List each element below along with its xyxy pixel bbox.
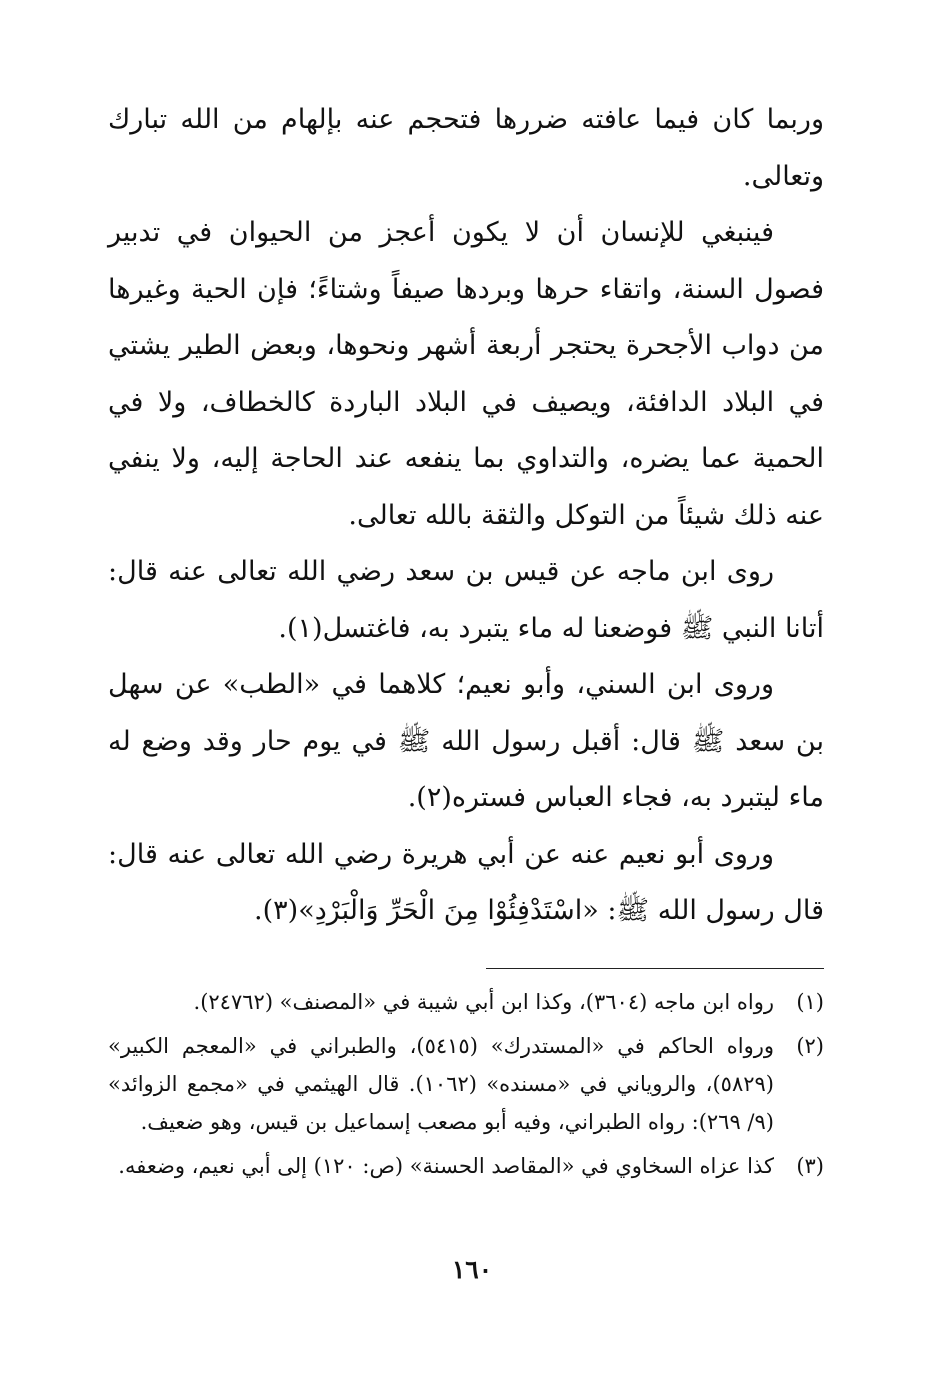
footnote-1 (108, 983, 824, 1021)
page-number: ١٦٠ (451, 1255, 493, 1284)
paragraph-1: وربما كان فيما عافته ضررها فتحجم عنه بإلهام من الله تبارك وتعالى. (108, 104, 824, 192)
footnote-text: رواه ابن ماجه (٣٦٠٤)، وكذا ابن أبي شيبة في «المصنف» (٢٤٧٦٢). (193, 989, 774, 1014)
page-content (108, 92, 824, 1185)
footnote-text: ورواه الحاكم في «المستدرك» (٥٤١٥)، والطبراني في «المعجم الكبير» (٥٨٢٩)، والروياني في «مسنده» (١٠٦٢). قال الهيثمي في «مجمع الزوائد» (٩/ ٢٦٩): رواه الطبراني، وفيه أبو مصعب إسماعيل بن قيس، وهو ضعيف. (108, 1033, 774, 1134)
footnote-number: (٢) (796, 1033, 824, 1058)
paragraph-5: وروى أبو نعيم عنه عن أبي هريرة رضي الله تعالى عنه قال: قال رسول الله ﷺ: «اسْتَدْفِئُوْا مِنَ الْحَرِّ وَالْبَرْدِ»(٣). (108, 838, 824, 926)
paragraph-2: فينبغي للإنسان أن لا يكون أعجز من الحيوان في تدبير فصول السنة، واتقاء حرها وبردها صيفاً وشتاءً؛ فإن الحية وغيرها من دواب الأجحرة يحتجر أربعة أشهر ونحوها، وبعض الطير يشتي في البلاد الدافئة، ويصيف في البلاد الباردة كالخطاف، ولا في الحمية عما يضره، والتداوي بما ينفعه عند الحاجة إليه، ولا ينفي عنه ذلك شيئاً من التوكل والثقة بالله تعالى. (108, 217, 824, 531)
paragraph-4: وروى ابن السني، وأبو نعيم؛ كلاهما في «الطب» عن سهل بن سعد ﷺ قال: أقبل رسول الله ﷺ في يوم حار وقد وضع له ماء ليتبرد به، فجاء العباس فستره(٢). (108, 669, 824, 813)
footnote-text: كذا عزاه السخاوي في «المقاصد الحسنة» (ص: ١٢٠) إلى أبي نعيم، وضعفه. (118, 1153, 774, 1178)
paragraph-3: روى ابن ماجه عن قيس بن سعد رضي الله تعالى عنه قال: أتانا النبي ﷺ فوضعنا له ماء يتبرد به، فاغتسل(١). (108, 556, 824, 644)
footnote-number: (١) (796, 989, 824, 1014)
footnote-divider (486, 968, 824, 969)
footnotes (108, 983, 824, 1185)
main-text (108, 92, 824, 940)
footnote-3 (108, 1147, 824, 1185)
footnote-number: (٣) (796, 1153, 824, 1178)
footnote-2 (108, 1027, 824, 1141)
